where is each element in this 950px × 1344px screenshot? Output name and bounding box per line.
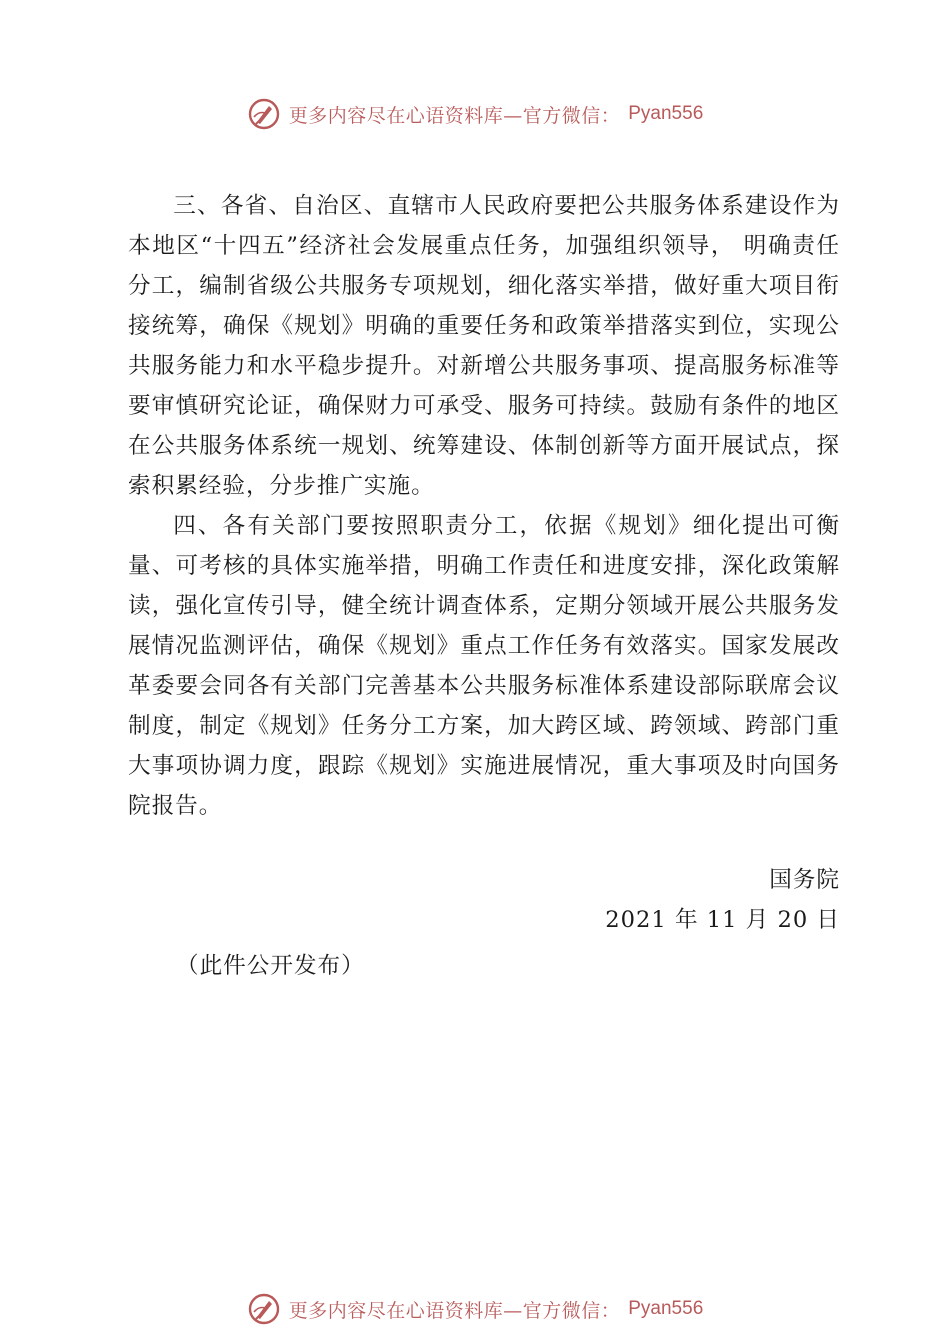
- signature-block: [605, 860, 840, 940]
- watermark-text: 更多内容尽在心语资料库—官方微信：: [288, 104, 621, 127]
- footer-watermark: [0, 1289, 950, 1329]
- issuer-name: 国务院: [769, 867, 840, 893]
- quill-logo-icon: [247, 97, 281, 131]
- watermark-wechat-id: Pyan556: [628, 103, 704, 124]
- header-watermark: [0, 94, 950, 134]
- publication-note: （此件公开发布）: [176, 953, 365, 979]
- paragraph-4: 四、各有关部门要按照职责分工，依据《规划》细化提出可衡量、可考核的具体实施举措，明确工作责任和进度安排，深化政策解读，强化宣传引导，健全统计调查体系，定期分领域开展公共服务发展情况监测评估，确保《规划》重点工作任务有效落实。国家发展改革委要会同各有关部门完善基本公共服务标准体系建设部际联席会议制度，制定《规划》任务分工方案，加大跨区域、跨领域、跨部门重大事项协调力度，跟踪《规划》实施进展情况，重大事项及时向国务院报告。: [128, 513, 840, 819]
- document-body: [128, 186, 840, 826]
- watermark-wechat-id: Pyan556: [628, 1298, 704, 1319]
- issue-date: 2021 年 11 月 20 日: [605, 907, 840, 933]
- watermark-text: 更多内容尽在心语资料库—官方微信：: [288, 1299, 621, 1322]
- quill-logo-icon: [247, 1292, 281, 1326]
- paragraph-3: 三、各省、自治区、直辖市人民政府要把公共服务体系建设作为本地区“十四五”经济社会发展重点任务，加强组织领导， 明确责任分工，编制省级公共服务专项规划，细化落实举措，做好重大项目衔接统筹，确保《规划》明确的重要任务和政策举措落实到位，实现公共服务能力和水平稳步提升。对新增公共服务事项、提高服务标准等要审慎研究论证，确保财力可承受、服务可持续。鼓励有条件的地区在公共服务体系统一规划、统筹建设、体制创新等方面开展试点，探索积累经验，分步推广实施。: [128, 193, 840, 499]
